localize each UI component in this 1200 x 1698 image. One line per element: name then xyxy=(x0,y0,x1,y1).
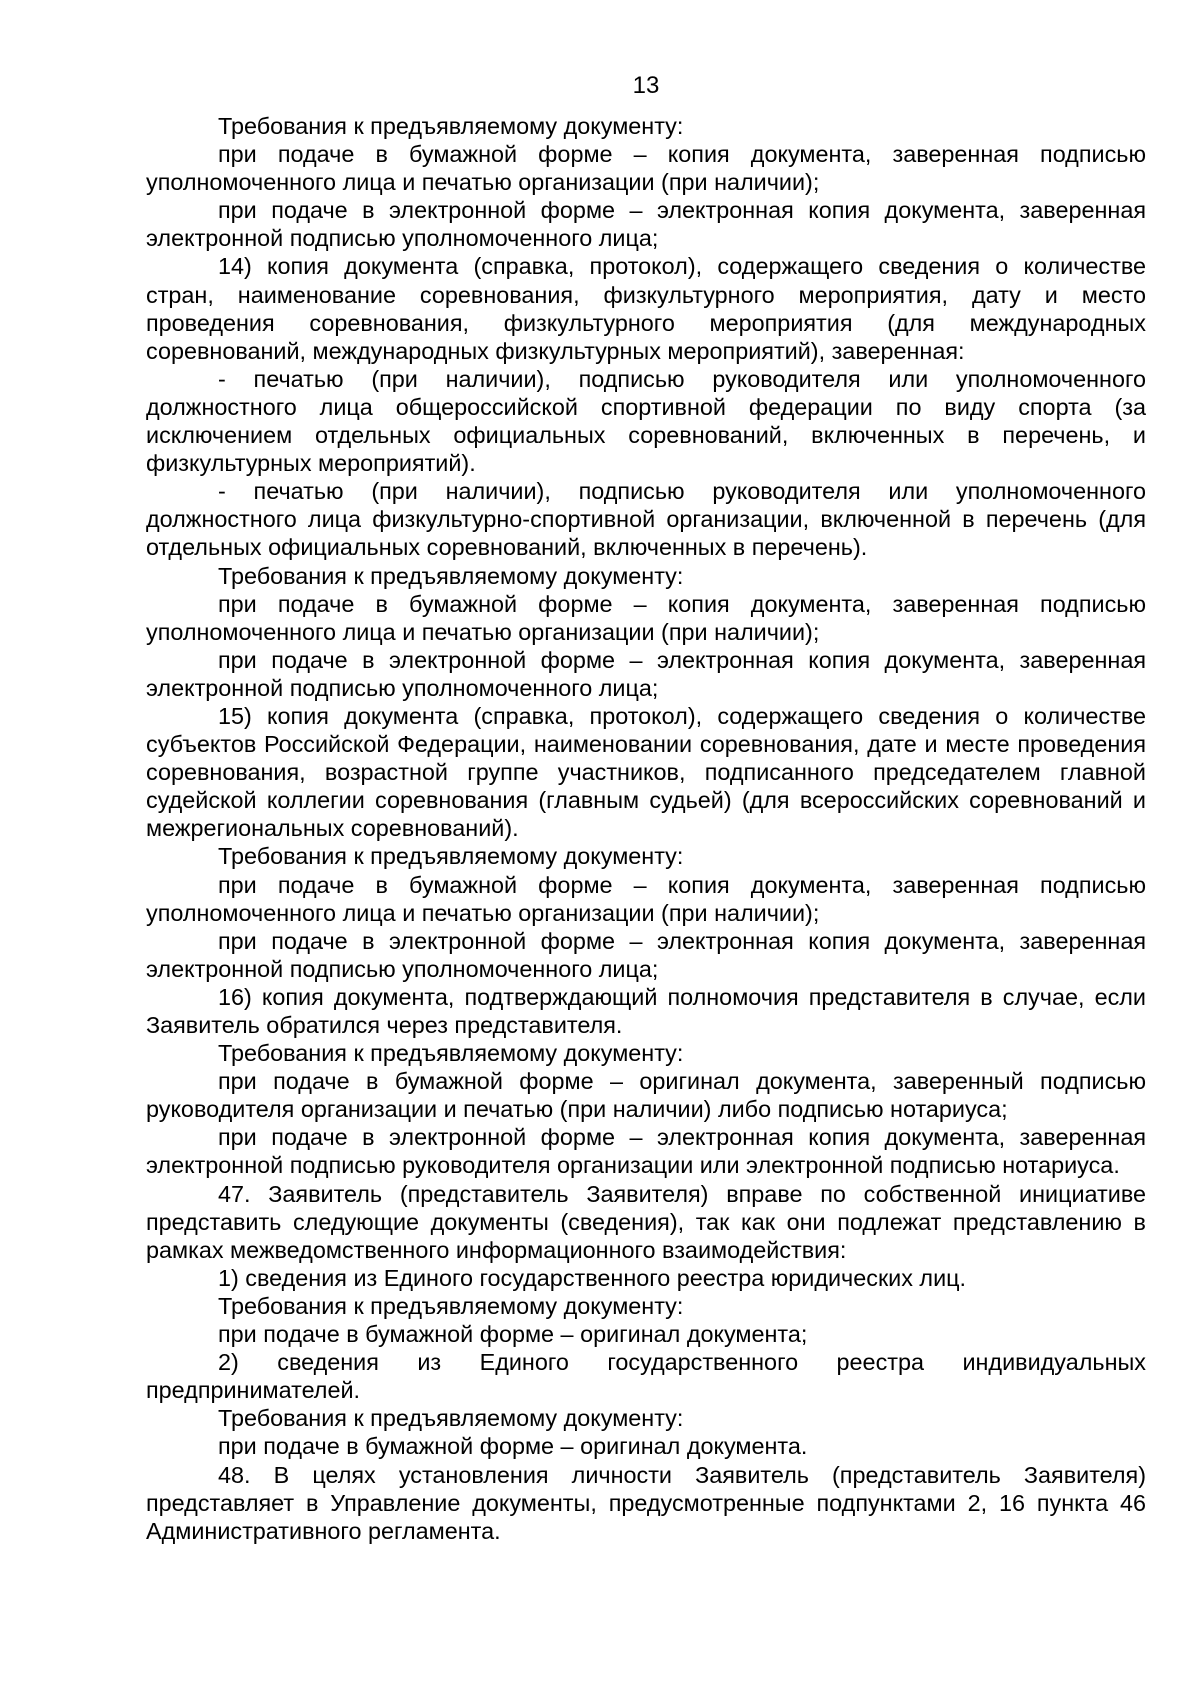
paragraph: при подаче в электронной форме – электронная копия документа, заверенная электронной подписью уполномоченного лица; xyxy=(146,646,1146,701)
paragraph: при подаче в бумажной форме – копия документа, заверенная подписью уполномоченного лица и печатью организации (при наличии); xyxy=(146,141,1146,196)
paragraph: 47. Заявитель (представитель Заявителя) вправе по собственной инициативе представить следующие документы (сведения), так как они подлежат представлению в рамках межведомственного информационного взаимодействия: xyxy=(146,1180,1146,1263)
document-page xyxy=(146,72,1146,1545)
paragraph: 1) сведения из Единого государственного реестра юридических лиц. xyxy=(218,1264,967,1291)
paragraph: Требования к предъявляемому документу: xyxy=(218,113,684,139)
paragraph: 48. В целях установления личности Заявитель (представитель Заявителя) представляет в Управление документы, предусмотренные подпунктами 2, 16 пункта 46 Административного регламента. xyxy=(146,1461,1146,1544)
paragraph: - печатью (при наличии), подписью руководителя или уполномоченного должностного лица общероссийской спортивной федерации по виду спорта (за исключением отдельных официальных соревнований, включенных в перечень, и физкультурных мероприятий). xyxy=(146,365,1146,477)
page-number: 13 xyxy=(632,72,660,99)
paragraph: при подаче в электронной форме – электронная копия документа, заверенная электронной подписью уполномоченного лица; xyxy=(146,927,1146,982)
paragraph: Требования к предъявляемому документу: xyxy=(218,1292,684,1319)
paragraph: Требования к предъявляемому документу: xyxy=(218,1405,684,1432)
paragraph: 15) копия документа (справка, протокол), содержащего сведения о количестве субъектов Российской Федерации, наименовании соревнования, дате и месте проведения соревнования, возрастной группе участников, подписанного председателем главной судейской коллегии соревнования (главным судьей) (для всероссийских соревнований и межрегиональных соревнований). xyxy=(146,702,1146,842)
paragraph: 14) копия документа (справка, протокол), содержащего сведения о количестве стран, наименование соревнования, физкультурного мероприятия, дату и место проведения соревнования, физкультурного мероприятия (для международных соревнований, международных физкультурных мероприятий), заверенная: xyxy=(146,253,1146,364)
paragraph: при подаче в бумажной форме – оригинал документа, заверенный подписью руководителя организации и печатью (при наличии) либо подписью нотариуса; xyxy=(146,1068,1146,1123)
paragraph: 16) копия документа, подтверждающий полномочия представителя в случае, если Заявитель обратился через представителя. xyxy=(146,983,1146,1038)
paragraph: Требования к предъявляемому документу: xyxy=(218,843,684,870)
paragraph: - печатью (при наличии), подписью руководителя или уполномоченного должностного лица физкультурно-спортивной организации, включенной в перечень (для отдельных официальных соревнований, включенных в перечень). xyxy=(146,478,1146,561)
paragraph: Требования к предъявляемому документу: xyxy=(218,1040,684,1067)
paragraph: при подаче в электронной форме – электронная копия документа, заверенная электронной подписью руководителя организации или электронной подписью нотариуса. xyxy=(146,1124,1146,1179)
paragraph: при подаче в бумажной форме – оригинал документа. xyxy=(218,1433,808,1460)
paragraph: при подаче в бумажной форме – копия документа, заверенная подписью уполномоченного лица и печатью организации (при наличии); xyxy=(146,871,1146,926)
paragraph: при подаче в бумажной форме – оригинал документа; xyxy=(218,1321,808,1348)
paragraph: Требования к предъявляемому документу: xyxy=(218,562,684,589)
paragraph: 2) сведения из Единого государственного реестра индивидуальных предпринимателей. xyxy=(146,1349,1146,1404)
paragraph: при подаче в бумажной форме – копия документа, заверенная подписью уполномоченного лица и печатью организации (при наличии); xyxy=(146,590,1146,645)
paragraph: при подаче в электронной форме – электронная копия документа, заверенная электронной подписью уполномоченного лица; xyxy=(146,197,1146,252)
